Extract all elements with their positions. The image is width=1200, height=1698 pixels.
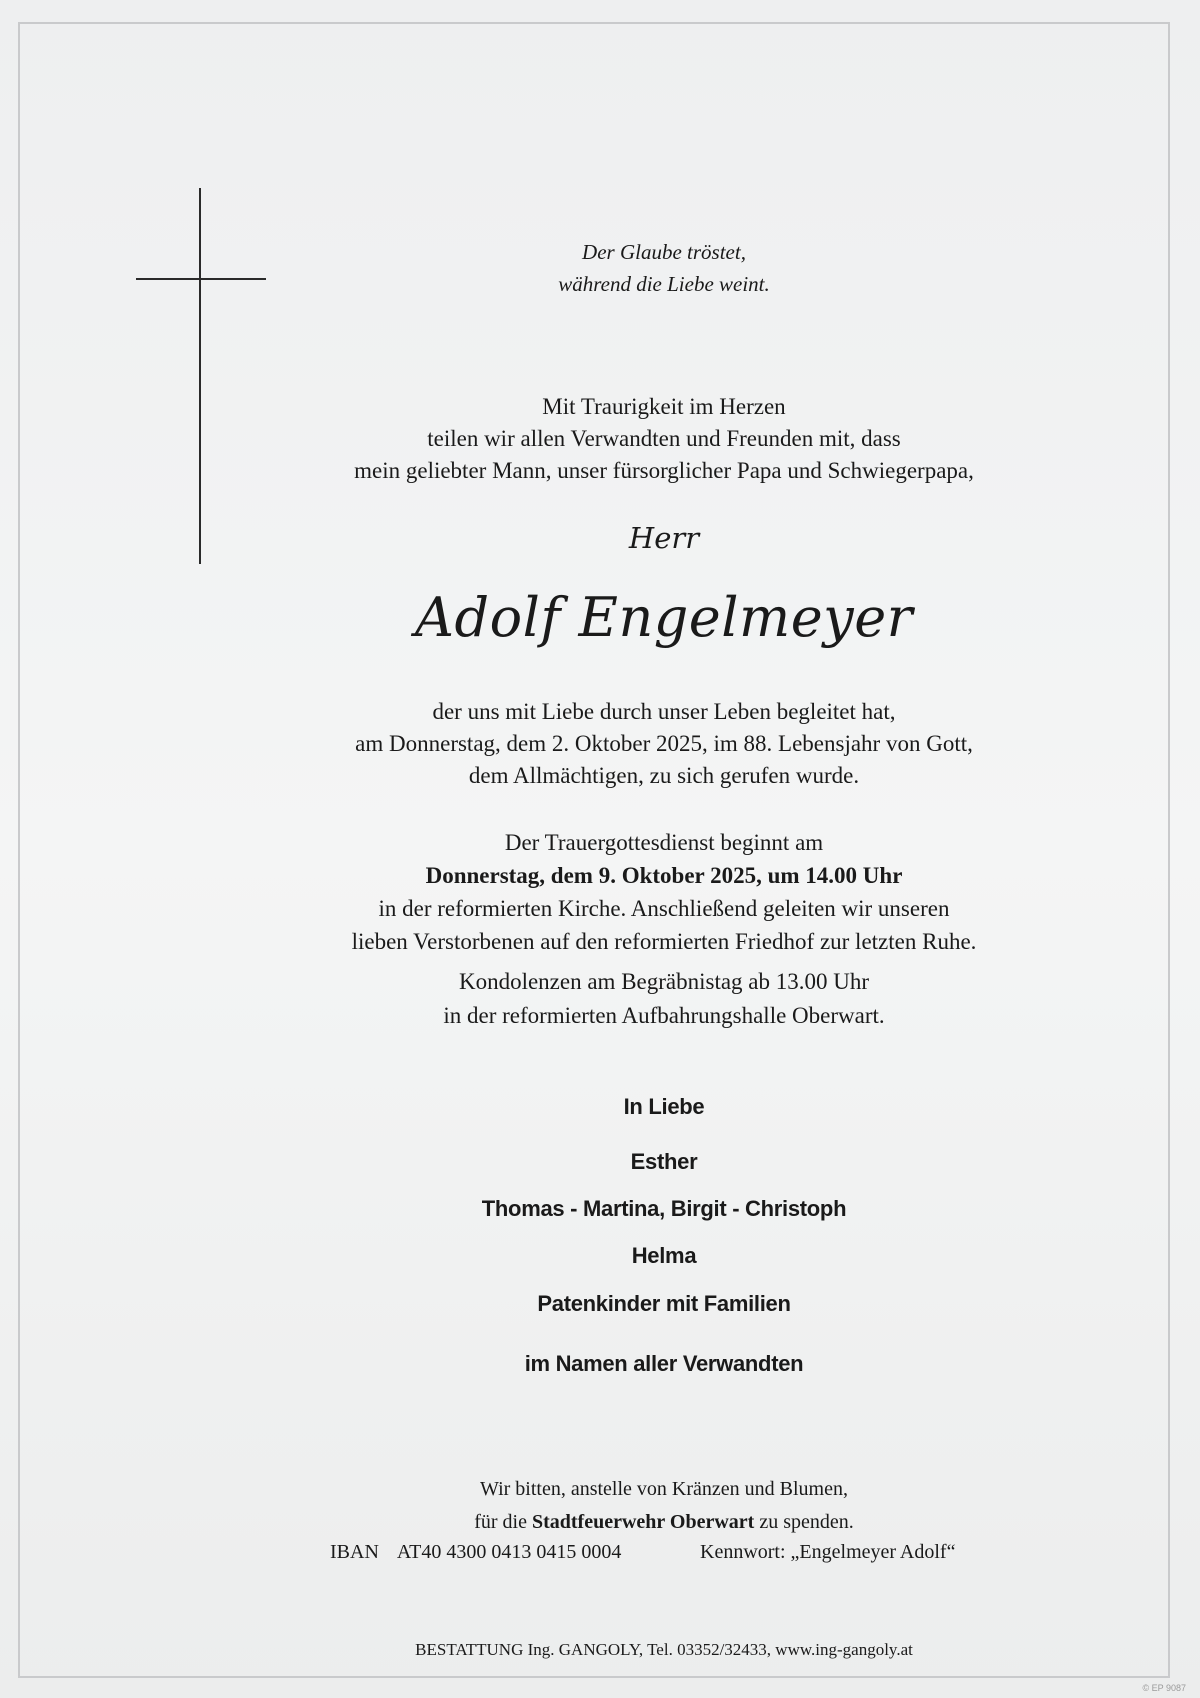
mourner-name: Thomas - Martina, Birgit - Christoph [481,1196,847,1221]
service-line: in der reformierten Kirche. Anschließend geleiten wir unseren [378,896,950,921]
donation-keyword: Kennwort: „Engelmeyer Adolf“ [700,1541,956,1563]
passing-line: am Donnerstag, dem 2. Oktober 2025, im 88. Lebensjahr von Gott, [355,731,973,756]
service-text [200,826,1128,958]
iban-label: IBAN [330,1541,379,1563]
announcement-line: mein geliebter Mann, unser fürsorglicher Papa und Schwiegerpapa, [354,458,974,483]
deceased-name: Adolf Engelmeyer [415,586,913,649]
donation-line: Wir bitten, anstelle von Kränzen und Blumen, [480,1478,848,1500]
mourners-closing: im Namen aller Verwandten [524,1351,804,1376]
service-date-time: Donnerstag, dem 9. Oktober 2025, um 14.00 Uhr [425,863,903,888]
deceased-title: Herr [628,521,700,555]
condolences-line: in der reformierten Aufbahrungshalle Oberwart. [443,1003,885,1028]
passing-text [200,696,1128,792]
condolences-line: Kondolenzen am Begräbnistag ab 13.00 Uhr [458,969,870,994]
condolences-text [200,965,1128,1033]
announcement-line: Mit Traurigkeit im Herzen [542,394,786,419]
quote-line: Der Glaube tröstet, [582,240,746,264]
donation-organization: Stadtfeuerwehr Oberwart [531,1511,755,1533]
donation-prefix: für die [474,1511,527,1533]
donation-line [200,1506,1128,1539]
opening-quote [200,236,1128,300]
mourner-name: Esther [630,1149,698,1174]
iban-row [330,1537,621,1567]
service-intro: Der Trauergottesdienst beginnt am [504,830,824,855]
donation-request [200,1473,1128,1539]
announcement [200,391,1128,487]
announcement-line: teilen wir allen Verwandten und Freunden mit, dass [427,426,901,451]
funeral-home-footer: BESTATTUNG Ing. GANGOLY, Tel. 03352/32433, www.ing-gangoly.at [415,1640,913,1659]
passing-line: der uns mit Liebe durch unser Leben begleitet hat, [432,699,896,724]
service-line: lieben Verstorbenen auf den reformierten Friedhof zur letzten Ruhe. [351,929,977,954]
quote-line: während die Liebe weint. [558,272,770,296]
document-code: © EP 9087 [1142,1683,1186,1693]
in-love-heading: In Liebe [623,1094,705,1119]
iban-number: AT40 4300 0413 0415 0004 [396,1541,622,1563]
passing-line: dem Allmächtigen, zu sich gerufen wurde. [468,763,860,788]
mourner-name: Patenkinder mit Familien [537,1291,791,1316]
donation-suffix: zu spenden. [759,1511,854,1533]
mourner-name: Helma [631,1243,697,1268]
